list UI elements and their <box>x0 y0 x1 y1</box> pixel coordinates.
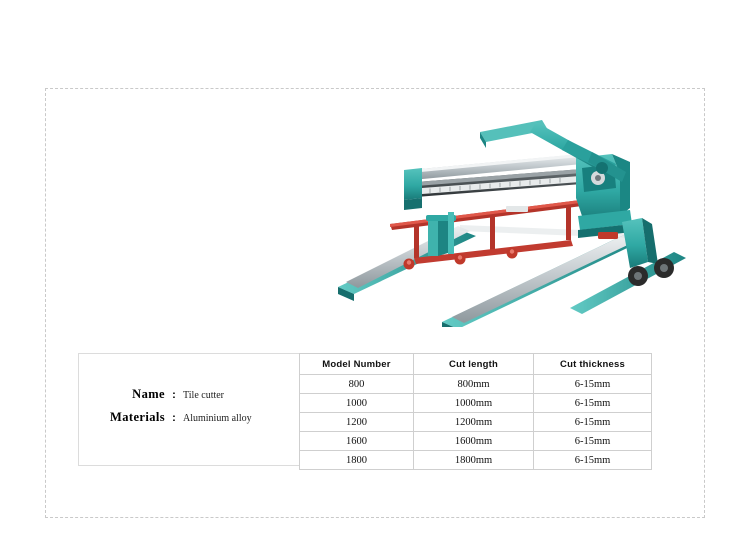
cell-thickness: 6-15mm <box>534 413 652 432</box>
main-rail <box>404 154 582 210</box>
cell-thickness: 6-15mm <box>534 451 652 470</box>
cell-model: 1200 <box>300 413 414 432</box>
table-row <box>300 451 652 470</box>
name-value: Tile cutter <box>183 390 225 401</box>
cell-length: 1800mm <box>414 451 534 470</box>
cell-model: 1000 <box>300 394 414 413</box>
cell-model: 800 <box>300 375 414 394</box>
table-row <box>300 375 652 394</box>
table-header-row <box>300 354 652 375</box>
materials-label: Materials <box>110 410 165 424</box>
materials-colon: : <box>172 412 176 424</box>
cell-thickness: 6-15mm <box>534 394 652 413</box>
cell-length: 1200mm <box>414 413 534 432</box>
name-colon: : <box>172 389 176 401</box>
header-cut-thickness: Cut thickness <box>534 354 652 375</box>
materials-row <box>79 410 299 425</box>
cell-length: 1600mm <box>414 432 534 451</box>
cell-thickness: 6-15mm <box>534 375 652 394</box>
center-gauge <box>426 212 456 256</box>
cell-length: 1000mm <box>414 394 534 413</box>
spec-table <box>299 353 652 470</box>
cell-length: 800mm <box>414 375 534 394</box>
cell-model: 1800 <box>300 451 414 470</box>
table-row <box>300 394 652 413</box>
header-model-number: Model Number <box>300 354 414 375</box>
cell-model: 1600 <box>300 432 414 451</box>
name-materials-block <box>78 353 299 466</box>
name-label: Name <box>132 387 165 401</box>
materials-value: Aluminium alloy <box>183 413 252 424</box>
tile-cutter-illustration <box>330 112 700 327</box>
table-row <box>300 413 652 432</box>
table-row <box>300 432 652 451</box>
spec-section <box>78 353 652 466</box>
name-row <box>79 387 299 402</box>
header-cut-length: Cut length <box>414 354 534 375</box>
cell-thickness: 6-15mm <box>534 432 652 451</box>
